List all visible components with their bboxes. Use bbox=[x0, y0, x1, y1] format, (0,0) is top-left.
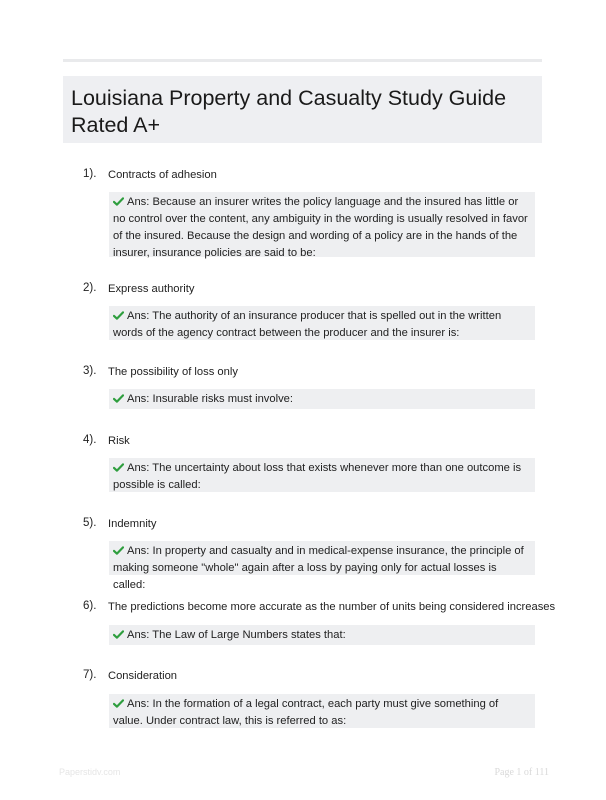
question-text: The predictions become more accurate as the number of units being considered increases bbox=[108, 601, 556, 613]
answer-box bbox=[109, 192, 535, 257]
question-number: 6). bbox=[83, 600, 97, 612]
answer-text: Ans: The Law of Large Numbers states that: bbox=[127, 629, 346, 641]
page-title: Louisiana Property and Casualty Study Guide Rated A+ bbox=[71, 86, 507, 137]
answer-text: Ans: The uncertainty about loss that exists whenever more than one outcome is possible is called: bbox=[113, 462, 522, 491]
question-text: Express authority bbox=[108, 283, 195, 295]
question-text: The possibility of loss only bbox=[108, 366, 238, 378]
footer-page-number: Page 1 of 111 bbox=[494, 767, 549, 778]
footer-site-watermark: Paperstidv.com bbox=[59, 767, 121, 777]
title-banner bbox=[63, 76, 542, 143]
question-number: 7). bbox=[83, 669, 97, 681]
question-number: 3). bbox=[83, 365, 97, 377]
question-number: 1). bbox=[83, 168, 97, 180]
answer-box bbox=[109, 625, 535, 645]
question-number: 4). bbox=[83, 434, 97, 446]
answer-box bbox=[109, 306, 535, 340]
checkmark-icon bbox=[113, 546, 124, 555]
answer-text: Ans: In the formation of a legal contract, each party must give something of value. Under contract law, this is referred to as: bbox=[113, 698, 499, 727]
question-text: Consideration bbox=[108, 670, 178, 682]
question-text: Indemnity bbox=[108, 518, 157, 530]
answer-text: Ans: The authority of an insurance producer that is spelled out in the written words of the agency contract between the producer and the insurer is: bbox=[113, 310, 502, 339]
question-text: Contracts of adhesion bbox=[108, 169, 217, 181]
checkmark-icon bbox=[113, 699, 124, 708]
answer-text: Ans: In property and casualty and in medical-expense insurance, the principle of making someone "whole" again after a loss by paying only for actual losses is called: bbox=[113, 545, 524, 591]
answer-text: Ans: Insurable risks must involve: bbox=[127, 393, 294, 405]
checkmark-icon bbox=[113, 311, 124, 320]
top-divider bbox=[63, 59, 542, 62]
answer-box bbox=[109, 694, 535, 728]
checkmark-icon bbox=[113, 630, 124, 639]
checkmark-icon bbox=[113, 463, 124, 472]
answer-text: Ans: Because an insurer writes the policy language and the insured has little or no control over the content, any ambiguity in the wording is usually resolved in favor of the insured. Because the design and wording of a policy are in the hands of the insurer, insurance policies are said to be: bbox=[113, 196, 528, 259]
question-number: 2). bbox=[83, 282, 97, 294]
answer-box bbox=[109, 458, 535, 492]
answer-box bbox=[109, 389, 535, 409]
checkmark-icon bbox=[113, 197, 124, 206]
question-number: 5). bbox=[83, 517, 97, 529]
answer-box bbox=[109, 541, 535, 591]
checkmark-icon bbox=[113, 394, 124, 403]
question-text: Risk bbox=[108, 435, 130, 447]
